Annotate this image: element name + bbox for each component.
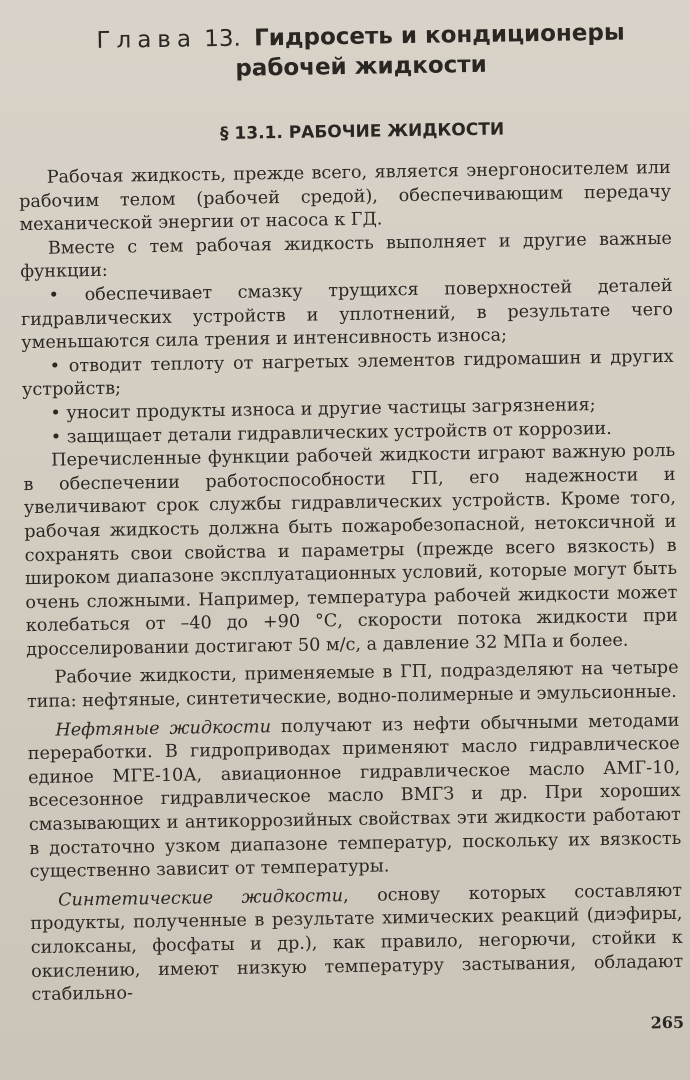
bullet-item-2: • отводит теплоту от нагретых элементов гидромашин и других устройств; [21, 346, 674, 401]
paragraph-6 [30, 880, 684, 1008]
term-oil-fluids: Нефтяные жидкости [55, 716, 272, 741]
chapter-label: Глава [96, 26, 198, 54]
page-number: 265 [650, 1012, 685, 1033]
bullet-item-1: • обеспечивает смазку трущихся поверхностей деталей гидравлических устройств и уплотнений, в результате чего уменьшаются сила трения и интенсивность износа; [20, 275, 674, 354]
paragraph-5-text: получают из нефти обычными методами переработки. В гидроприводах применяют масло гидравлическое единое МГЕ-10А, авиационное гидравлическое масло АМГ-10, всесезонное гидравлическое масло ВМГЗ и др. При хороших смазывающих и антикоррозийных свойствах эти жидкости работают в достаточно узком диапазоне температур, поскольку их вязкость существенно зависит от температуры. [27, 710, 682, 883]
paragraph-2: Вместе с тем рабочая жидкость выполняет и другие важные функции: [20, 228, 672, 283]
chapter-title-line2: рабочей жидкости [235, 51, 487, 82]
paragraph-6-text: , основу которых составляют продукты, полученные в результате химических реакций (диэфиры, силоксаны, фосфаты и др.), как правило, негорючи, стойки к окислению, имеют низкую температуру застывания, обладают стабильно- [30, 880, 684, 1006]
chapter-title-line1: Гидросеть и кондиционеры [253, 19, 625, 52]
bullet-item-4: • защищает детали гидравлических устройств от коррозии. [50, 418, 612, 448]
paragraph-3: Перечисленные функции рабочей жидкости играют важную роль в обеспечении работоспособности ГП, его надежности и увеличивают срок службы гидравлических устройств. Кроме того, рабочая жидкость должна быть пожаробезопасной, нетоксичной и сохранять свои свойства и параметры (прежде всего вязкость) в широком диапазоне эксплуатационных условий, которые могут быть очень сложными. Например, температура рабочей жидкости может колебаться от –40 до +90 °С, скорости потока жидкости при дросселировании достигают 50 м/с, а давление 32 МПа и более. [23, 440, 678, 660]
term-synthetic-fluids: Синтетические жидкости [57, 885, 344, 911]
paragraph-5 [27, 709, 682, 884]
section-title: § 13.1. РАБОЧИЕ ЖИДКОСТИ [219, 119, 505, 144]
chapter-heading [60, 17, 661, 86]
paragraph-1: Рабочая жидкость, прежде всего, является энергоносителем или рабочим телом (рабочей средой), обеспечивающим передачу механической энергии от насоса к ГД. [18, 157, 672, 236]
paragraph-4: Рабочие жидкости, применяемые в ГП, подразделяют на четыре типа: нефтяные, синтетические, водно-полимерные и эмульсионные. [26, 658, 679, 713]
chapter-number: 13. [204, 25, 242, 53]
body-text [19, 157, 684, 1008]
bullet-item-3: • уносит продукты износа и другие частицы загрязнения; [50, 395, 596, 424]
